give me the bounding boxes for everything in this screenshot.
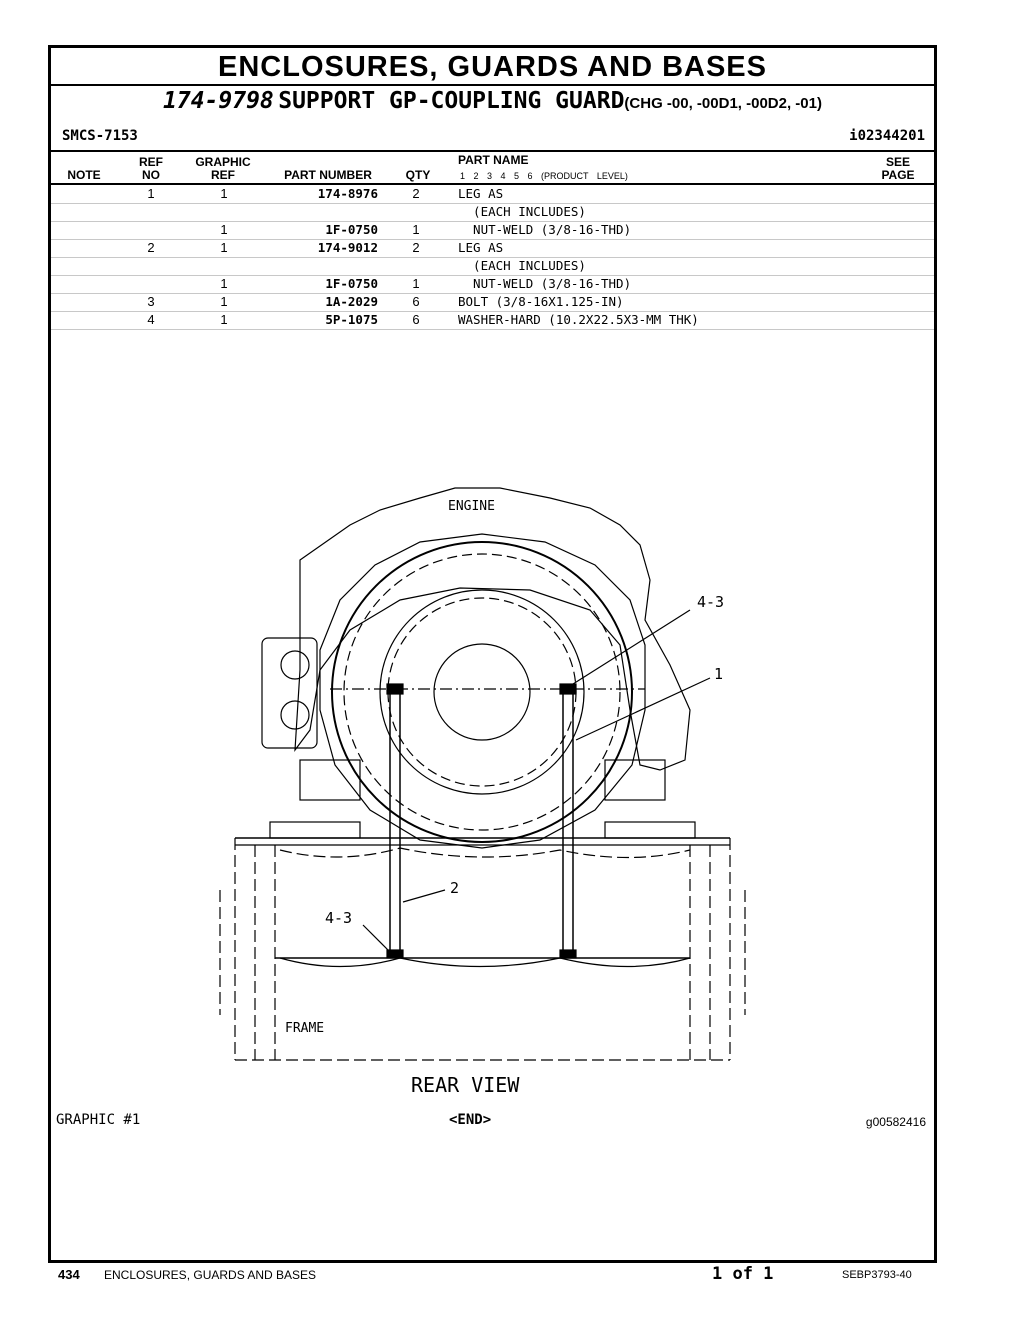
end-marker: <END> [449,1112,492,1128]
group-title [51,88,934,114]
col-see-top: SEE [885,155,910,169]
graphic-ref: 1 [220,240,228,255]
ref-number: 1 [147,186,155,201]
table-row [51,293,934,312]
part-name: NUT-WELD (3/8-16-THD) [458,222,632,237]
table-row [51,221,934,240]
frame-rail-left [235,838,275,1060]
part-name: BOLT (3/8-16X1.125-IN) [458,294,624,309]
col-ref-bottom: NO [142,168,160,182]
table-row [51,203,934,222]
part-number: 174-8976 [317,186,378,201]
col-note: NOTE [67,168,101,182]
group-part-name: SUPPORT GP-COUPLING GUARD [278,88,625,114]
graphic-ref: 1 [220,294,228,309]
page-number: 434 [58,1267,80,1282]
quantity: 1 [412,222,420,237]
part-number: 1A-2029 [325,294,378,309]
info-id: i02344201 [849,128,925,144]
table-row [51,275,934,294]
callout-1: 1 [714,665,724,683]
frame-label: FRAME [285,1021,325,1036]
col-part-number: PART NUMBER [284,168,372,182]
col-ref-top: REF [139,155,163,169]
callout-2: 2 [450,879,460,897]
footer-section: ENCLOSURES, GUARDS AND BASES [104,1268,317,1282]
table-row [51,311,934,330]
callout-4-3-bottom: 4-3 [325,909,353,927]
graphic-ref: 1 [220,222,228,237]
graphic-label: GRAPHIC #1 [56,1112,141,1128]
section-title: ENCLOSURES, GUARDS AND BASES [51,48,934,86]
quantity: 6 [412,294,420,309]
rear-view-drawing [200,470,760,1110]
col-graphic-bottom: REF [211,168,235,182]
frame-rail-right [690,838,730,1060]
col-graphic-top: GRAPHIC [195,155,251,169]
part-name: NUT-WELD (3/8-16-THD) [458,276,632,291]
col-product-levels: 1 2 3 4 5 6 (PRODUCT LEVEL) [460,171,628,181]
table-row [51,239,934,258]
graphic-ref: 1 [220,186,228,201]
engine-label: ENGINE [448,499,495,514]
ref-number: 2 [147,240,155,255]
table-row [51,257,934,276]
col-see-bottom: PAGE [881,168,915,182]
group-part-number: 174-9798 [163,88,274,114]
part-name: LEG AS [458,186,504,201]
callout-4-3-top: 4-3 [697,593,725,611]
graphic-ref: 1 [220,312,228,327]
graphic-ref: 1 [220,276,228,291]
ref-number: 4 [147,312,155,327]
part-number: 1F-0750 [325,276,378,291]
quantity: 2 [412,240,420,255]
part-name: LEG AS [458,240,504,255]
graphic-id: g00582416 [865,1115,926,1129]
part-name: (EACH INCLUDES) [458,204,586,219]
part-number: 1F-0750 [325,222,378,237]
change-levels: (CHG -00, -00D1, -00D2, -01) [624,95,822,112]
part-number: 5P-1075 [325,312,378,327]
table-top-rule [51,150,934,152]
smcs-code: SMCS-7153 [62,128,138,144]
page-of: 1 of 1 [712,1264,774,1284]
quantity: 6 [412,312,420,327]
quantity: 2 [412,186,420,201]
table-row [51,185,934,204]
ref-number: 3 [147,294,155,309]
flywheel-housing [332,542,632,842]
engine-outline [295,488,690,770]
col-part-name: PART NAME [458,153,529,167]
part-name: (EACH INCLUDES) [458,258,586,273]
part-name: WASHER-HARD (10.2X22.5X3-MM THK) [458,312,699,327]
rear-view-label: REAR VIEW [411,1073,520,1097]
quantity: 1 [412,276,420,291]
col-qty: QTY [405,168,431,182]
document-id: SEBP3793-40 [842,1269,912,1281]
part-number: 174-9012 [317,240,378,255]
